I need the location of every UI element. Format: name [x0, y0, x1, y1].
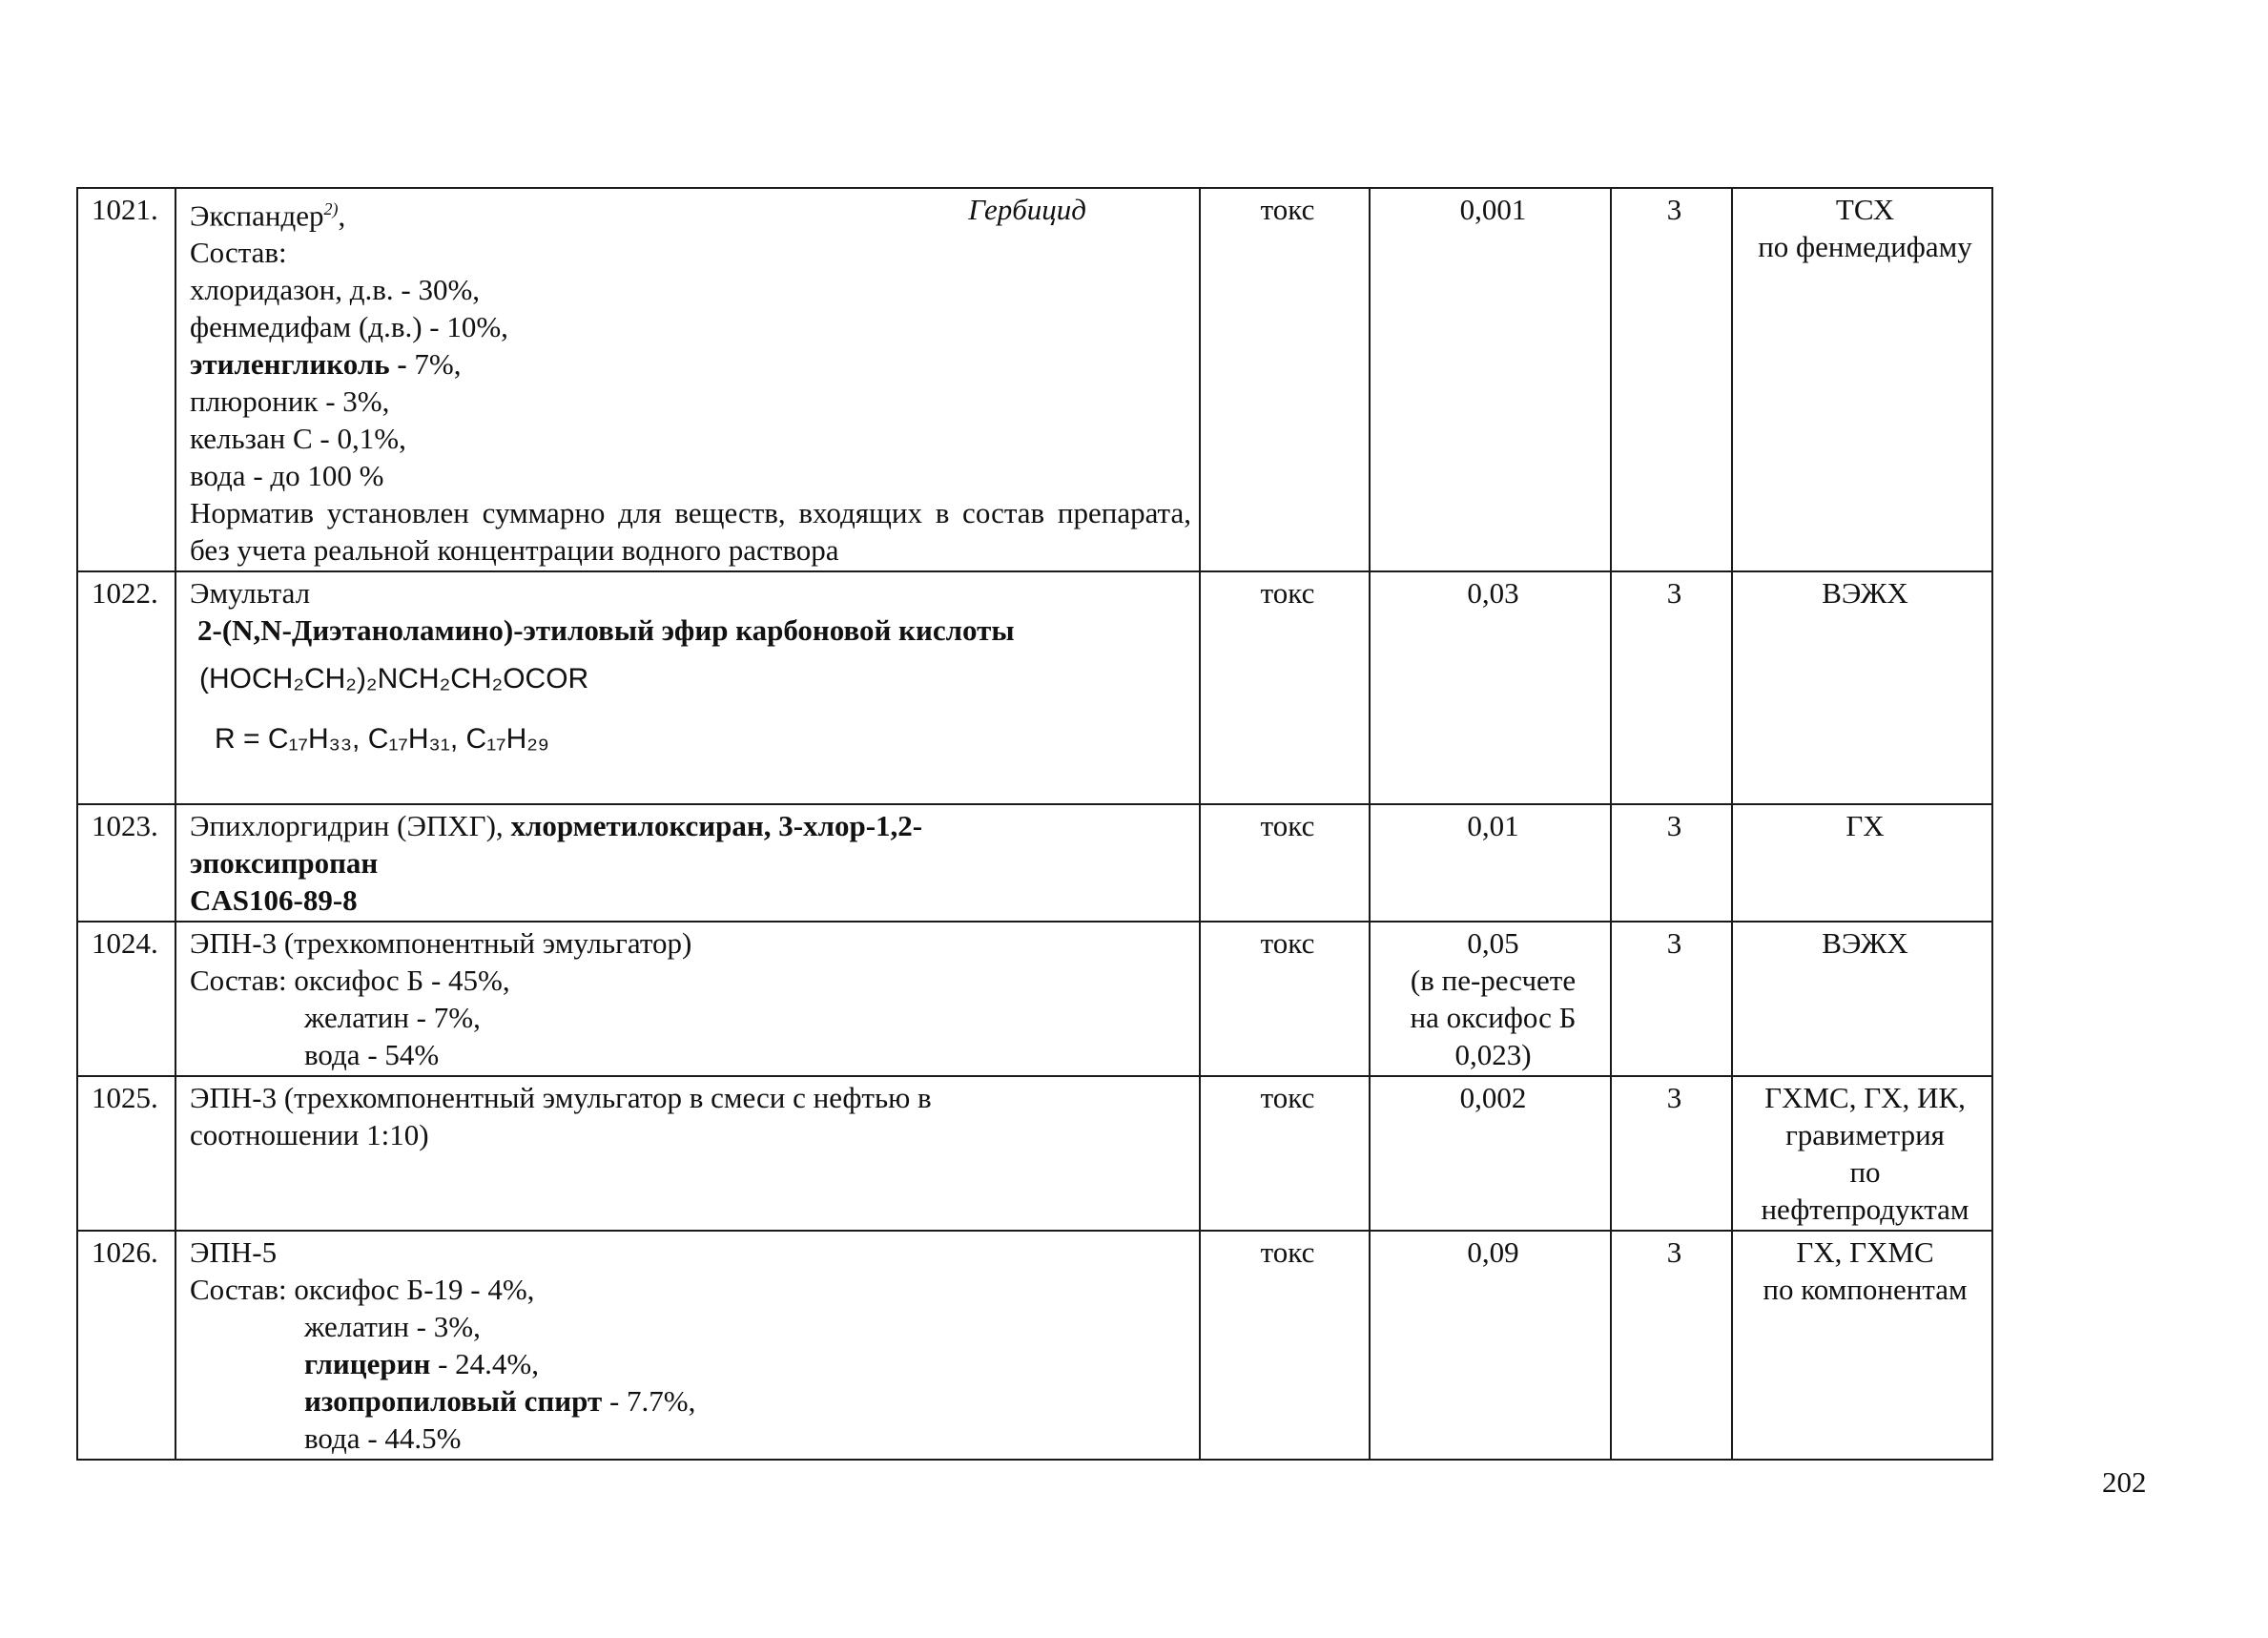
composition-line: этиленгликоль - 7%,	[190, 347, 462, 382]
row-number: 1023.	[77, 804, 175, 922]
value-cell: 0,002	[1370, 1076, 1611, 1231]
substance-cell	[175, 1231, 1200, 1460]
indicator-cell: токс	[1200, 188, 1370, 571]
substance-synonym: эпоксипропан	[190, 846, 379, 881]
table-row	[77, 571, 1992, 804]
composition-line: Состав: оксифос Б-19 - 4%,	[190, 1273, 535, 1307]
composition-line: Состав: оксифос Б - 45%,	[190, 964, 510, 998]
class-cell: 3	[1611, 1076, 1732, 1231]
substance-cell	[175, 1076, 1200, 1231]
value-cell: 0,03	[1370, 571, 1611, 804]
row-number: 1022.	[77, 571, 175, 804]
indicator-cell: токс	[1200, 922, 1370, 1076]
method-cell: ВЭЖХ	[1732, 922, 1992, 1076]
composition-line: вода - 54%	[304, 1038, 440, 1072]
composition-line: глицерин - 24.4%,	[304, 1347, 539, 1381]
norms-table	[76, 187, 1993, 1461]
cas-number: CAS106-89-8	[190, 883, 358, 918]
chemical-formula: (HOCH₂CH₂)₂NCH₂CH₂OCOR	[199, 663, 589, 695]
composition-line: вода - 44.5%	[304, 1421, 462, 1456]
class-cell: 3	[1611, 1231, 1732, 1460]
value-cell: 0,01	[1370, 804, 1611, 922]
table-row	[77, 922, 1992, 1076]
class-cell: 3	[1611, 571, 1732, 804]
table-row	[77, 1231, 1992, 1460]
table-row	[77, 804, 1992, 922]
method-cell: ГХ	[1732, 804, 1992, 922]
table-row	[77, 1076, 1992, 1231]
substance-name: Эмультал	[190, 576, 311, 611]
composition-line: плюроник - 3%,	[190, 384, 390, 419]
indicator-cell: токс	[1200, 1231, 1370, 1460]
value-cell: 0,001	[1370, 188, 1611, 571]
row-number: 1024.	[77, 922, 175, 1076]
value-cell: 0,05 (в пе-ресчете на оксифос Б 0,023)	[1370, 922, 1611, 1076]
substance-chemical-name: 2-(N,N-Диэтаноламино)-этиловый эфир карбоновой кислоты	[197, 613, 1015, 648]
composition-line: Состав:	[190, 236, 287, 270]
method-cell: ВЭЖХ	[1732, 571, 1992, 804]
substance-cell	[175, 188, 1200, 571]
method-cell: ГХМС, ГХ, ИК, гравиметрия по нефтепродуктам	[1732, 1076, 1992, 1231]
composition-line: вода - до 100 %	[190, 459, 384, 493]
norm-note: Норматив установлен суммарно для веществ, входящих в состав препарата, без учета реальной концентрации водного раствора	[190, 496, 1191, 568]
composition-line: хлоридазон, д.в. - 30%,	[190, 273, 481, 307]
table-row	[77, 188, 1992, 571]
composition-line: фенмедифам (д.в.) - 10%,	[190, 310, 508, 344]
substance-cell	[175, 804, 1200, 922]
class-cell: 3	[1611, 922, 1732, 1076]
composition-line: желатин - 3%,	[304, 1310, 481, 1344]
class-cell: 3	[1611, 188, 1732, 571]
composition-line: кельзан С - 0,1%,	[190, 422, 406, 456]
row-number: 1021.	[77, 188, 175, 571]
value-cell: 0,09	[1370, 1231, 1611, 1460]
substance-name: Эпихлоргидрин (ЭПХГ), хлорметилоксиран, 3-хлор-1,2-	[190, 809, 923, 843]
substance-name: ЭПН-5	[190, 1235, 278, 1270]
indicator-cell: токс	[1200, 804, 1370, 922]
page-number: 202	[2102, 1465, 2147, 1499]
indicator-cell: токс	[1200, 571, 1370, 804]
substance-name: Экспандер$^{2)}$,	[190, 198, 346, 233]
substance-category: Гербицид	[968, 193, 1086, 226]
composition-line: изопропиловый спирт - 7.7%,	[304, 1384, 696, 1419]
chemical-formula-r: R = C₁₇H₃₃, C₁₇H₃₁, C₁₇H₂₉	[215, 723, 549, 756]
composition-line: желатин - 7%,	[304, 1001, 481, 1035]
indicator-cell: токс	[1200, 1076, 1370, 1231]
substance-name: ЭПН-3 (трехкомпонентный эмульгатор)	[190, 926, 692, 961]
substance-cell	[175, 922, 1200, 1076]
row-number: 1026.	[77, 1231, 175, 1460]
class-cell: 3	[1611, 804, 1732, 922]
method-cell: ТСХ по фенмедифаму	[1732, 188, 1992, 571]
substance-cell	[175, 571, 1200, 804]
row-number: 1025.	[77, 1076, 175, 1231]
method-cell: ГХ, ГХМС по компонентам	[1732, 1231, 1992, 1460]
substance-name: ЭПН-3 (трехкомпонентный эмульгатор в смеси с нефтью в соотношении 1:10)	[190, 1081, 932, 1152]
